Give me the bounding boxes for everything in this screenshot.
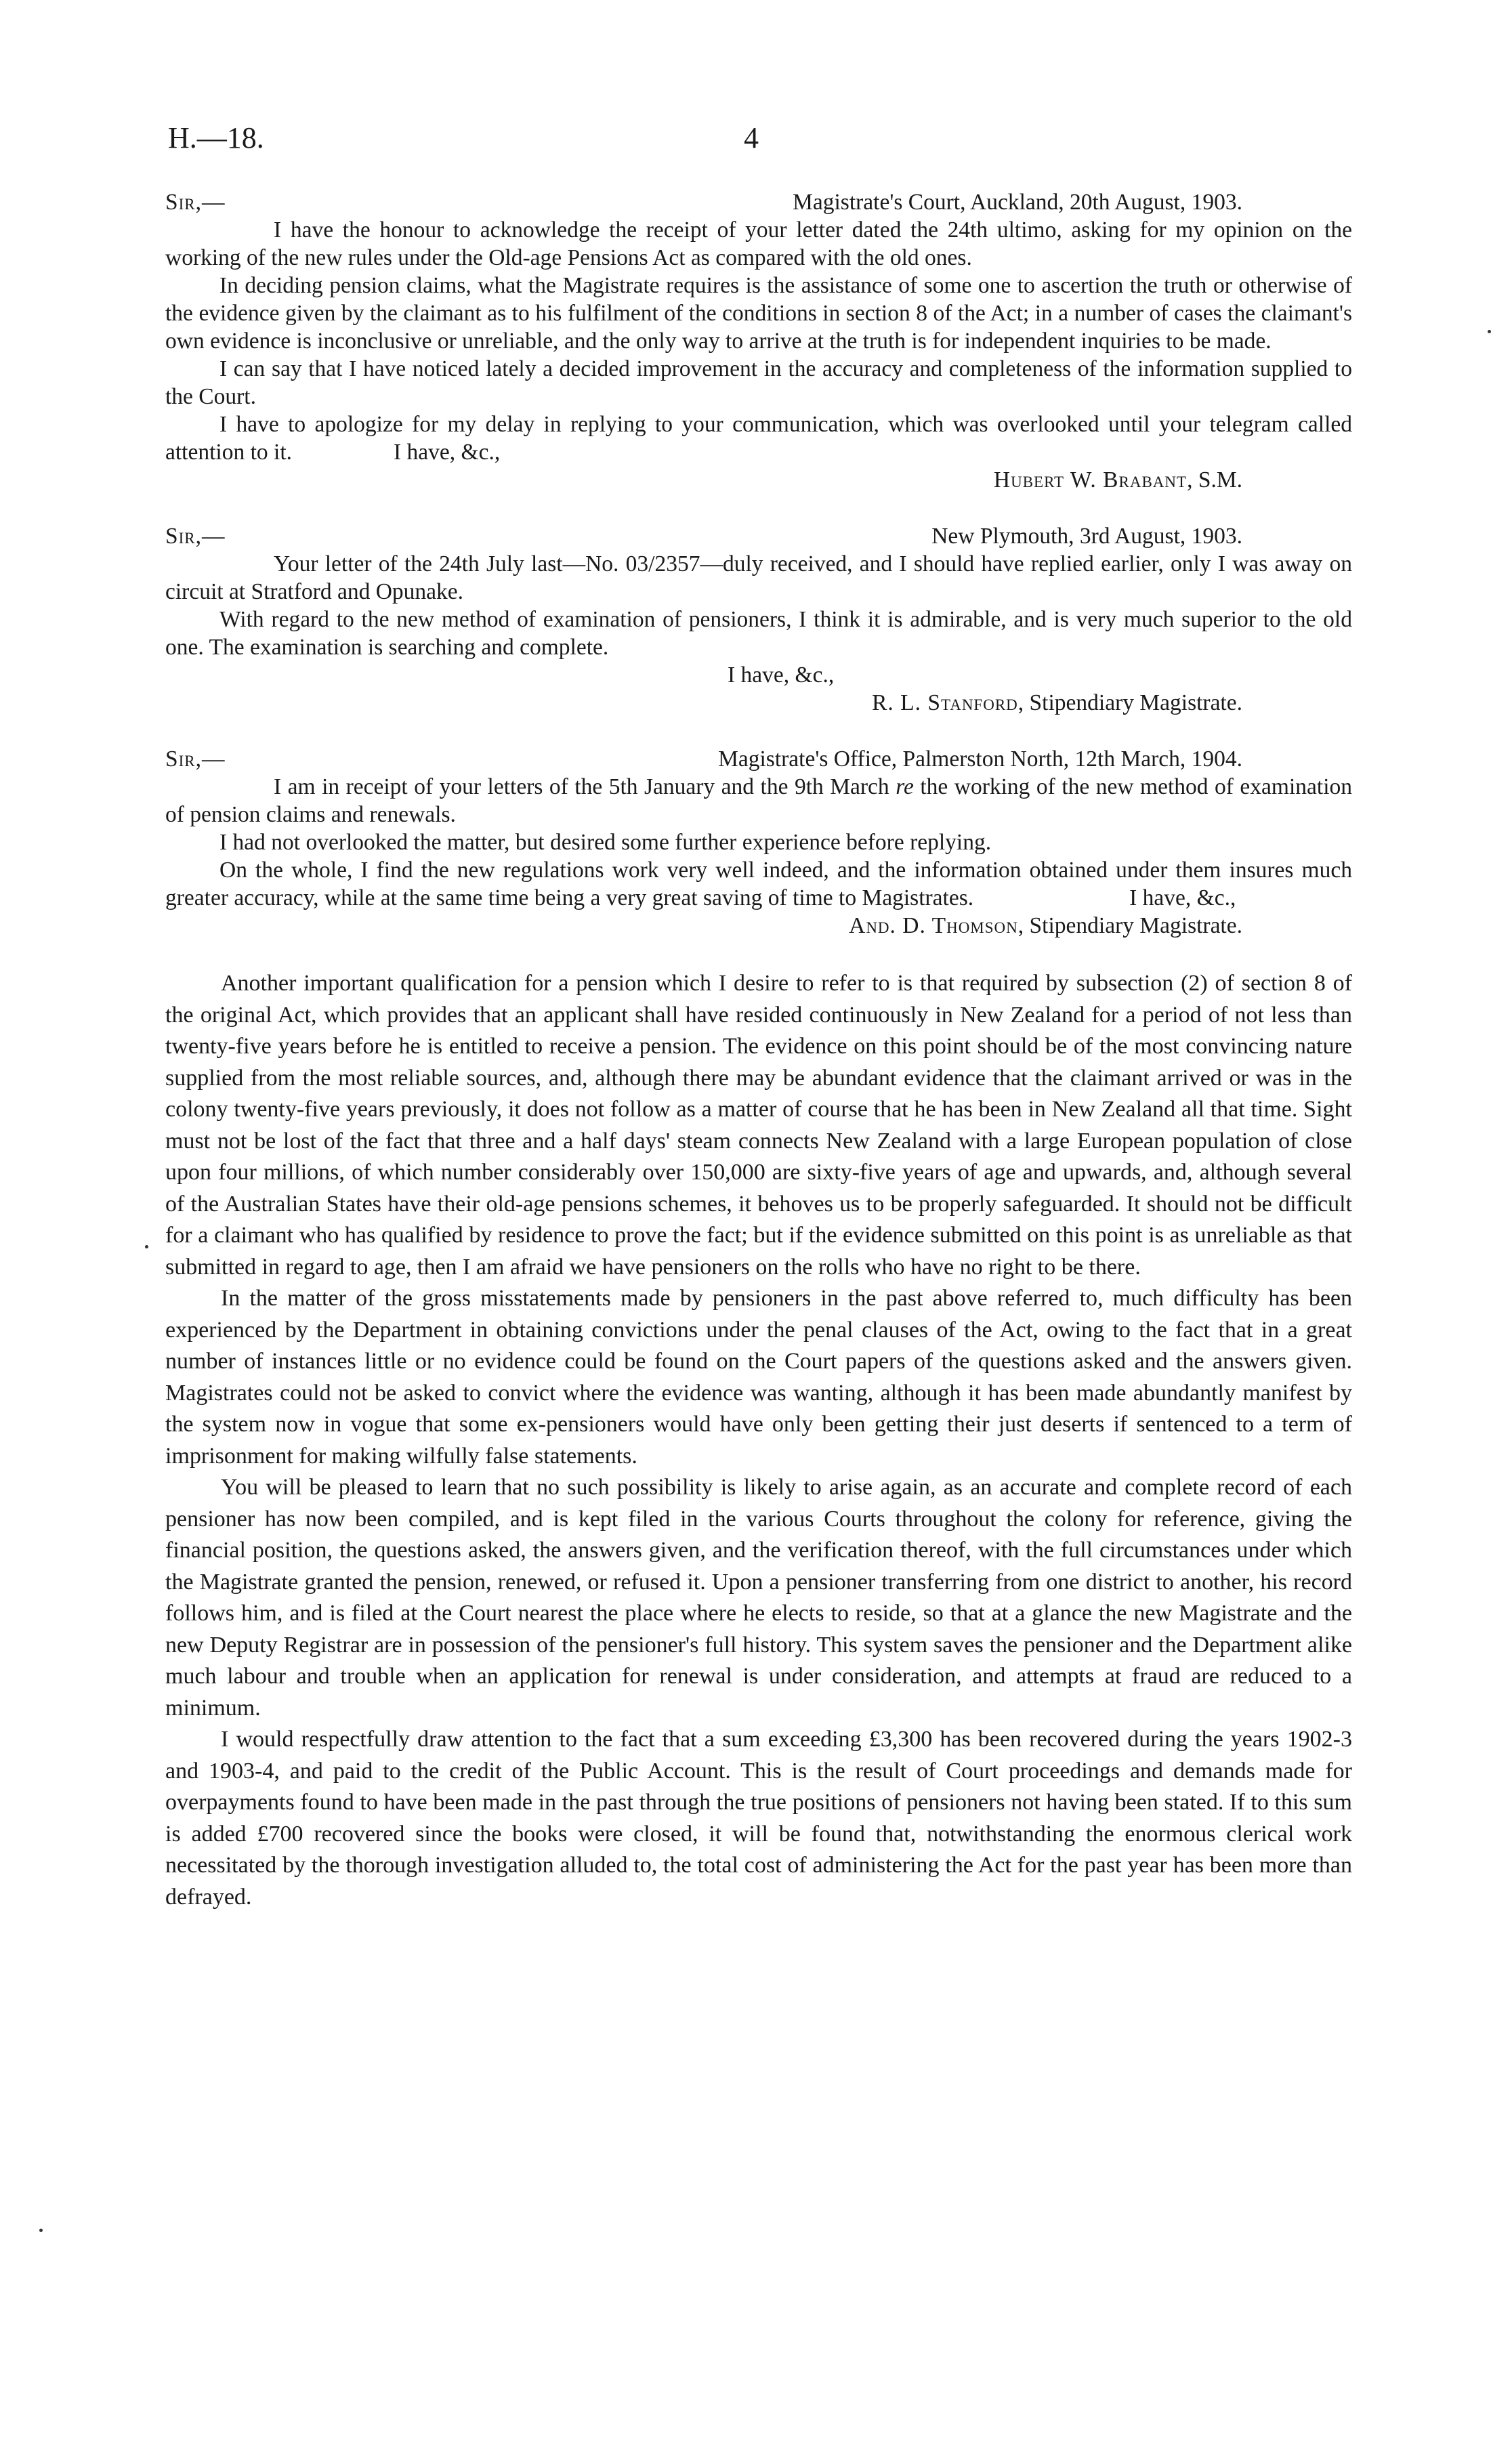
letter-paragraph: Your letter of the 24th July last—No. 03/2357—duly received, and I should have replied earlier, only I was away on circuit at Stratford and Opunake. xyxy=(165,551,1352,604)
letter-heading xyxy=(165,188,1352,216)
letter-heading xyxy=(165,522,1352,550)
letter-new-plymouth xyxy=(165,522,1352,717)
body-paragraph: You will be pleased to learn that no such possibility is likely to arise again, as an accurate and complete record of each pensioner has now been compiled, and is kept filed in the various Courts throughout the colony for reference, giving the financial position, the questions asked, the answers given, and the verification thereof, with the full circumstances under which the Magistrate granted the pension, renewed, or refused it. Upon a pensioner transferring from one district to another, his record follows him, and is filed at the Court nearest the place where he elects to reside, so that at a glance the new Magistrate and the new Deputy Registrar are in possession of the pensioner's full history. This system saves the pensioner and the Department alike much labour and trouble when an application for renewal is under consideration, and attempts at fraud are reduced to a minimum. xyxy=(165,1475,1352,1721)
body-paragraph: I would respectfully draw attention to the fact that a sum exceeding £3,300 has been recovered during the years 1902-3 and 1903-4, and paid to the credit of the Public Account. This is the result of Court proceedings and demands made for overpayments found to have been made in the past through the true positions of pensioners not having been stated. If to this sum is added £700 recovered since the books were closed, it will be found that, notwithstanding the enormous clerical work necessitated by the thorough investigation alluded to, the total cost of administering the Act for the past year has been more than defrayed. xyxy=(165,1727,1352,1910)
salutation: Sir,— xyxy=(165,524,226,549)
letter-paragraph: I have the honour to acknowledge the receipt of your letter dated the 24th ultimo, asking for my opinion on the working of the new rules under the Old-age Pensions Act as compared with the old ones. xyxy=(165,217,1352,270)
letter-paragraph: I can say that I have noticed lately a decided improvement in the accuracy and completeness of the information supplied to the Court. xyxy=(165,356,1352,409)
page-header xyxy=(168,121,1353,161)
signature-name: And. D. Thomson xyxy=(849,913,1018,938)
letter-place-date: New Plymouth, 3rd August, 1903. xyxy=(931,524,1242,549)
signature-title: , S.M. xyxy=(1187,467,1242,492)
signature-name: R. L. Stanford xyxy=(872,690,1018,715)
signature-name: Hubert W. Brabant xyxy=(993,467,1188,492)
letter-heading xyxy=(165,745,1352,773)
signature-title: , Stipendiary Magistrate. xyxy=(1017,913,1242,938)
letter-paragraph-text: On the whole, I find the new regulations work very well indeed, and the information obtained under them insures much greater accuracy, while at the same time being a very great saving of time to Magistrates. xyxy=(165,858,1352,910)
letter-paragraph-text: I am in receipt of your letters of the 5th January and the 9th March xyxy=(274,774,889,799)
signature-title: , Stipendiary Magistrate. xyxy=(1017,690,1242,715)
letter-signature xyxy=(165,466,1352,494)
letter-closing-row xyxy=(165,661,1352,689)
scan-speck xyxy=(39,2229,43,2232)
letter-paragraph xyxy=(165,856,1352,912)
page-number: 4 xyxy=(744,121,759,154)
scan-speck xyxy=(1488,330,1491,333)
letter-place-date: Magistrate's Court, Auckland, 20th August, 1903. xyxy=(793,190,1242,215)
letter-closing: I have, &c., xyxy=(1129,885,1236,910)
letter-closing: I have, &c., xyxy=(394,440,501,465)
letter-auckland xyxy=(165,188,1352,494)
letter-closing: I have, &c., xyxy=(728,662,835,688)
re-word: re xyxy=(896,774,914,799)
letter-paragraph-text: the working of the new method of examination of pension claims and renewals. xyxy=(165,774,1353,827)
scan-speck xyxy=(145,1245,148,1248)
document-reference: H.—18. xyxy=(168,121,264,154)
salutation: Sir,— xyxy=(165,190,226,215)
body-paragraph: Another important qualification for a pension which I desire to refer to is that required by subsection (2) of section 8 of the original Act, which provides that an applicant shall have resided continuously in New Zealand for a period of not less than twenty-five years before he is entitled to receive a pension. The evidence on this point should be of the most convincing nature supplied from the most reliable sources, and, although there may be abundant evidence that the claimant arrived or was in the colony twenty-five years previously, it does not follow as a matter of course that he has been in New Zealand all that time. Sight must not be lost of the fact that three and a half days' steam connects New Zealand with a large European population of close upon four millions, of which number considerably over 150,000 are sixty-five years of age and upwards, and, although several of the Australian States have their old-age pensions schemes, it behoves us to be properly safeguarded. It should not be difficult for a claimant who has qualified by residence to prove the fact; but if the evidence submitted on this point is as unreliable as that submitted in regard to age, then I am afraid we have pensioners on the rolls who have no right to be there. xyxy=(165,971,1352,1280)
body-paragraph: In the matter of the gross misstatements made by pensioners in the past above referred to, much difficulty has been experienced by the Department in obtaining convictions under the penal clauses of the Act, owing to the fact that in a great number of instances little or no evidence could be found on the Court papers of the questions asked and the answers given. Magistrates could not be asked to convict where the evidence was wanting, although it has been made abundantly manifest by the system now in vogue that some ex-pensioners would have only been getting their just deserts if sentenced to a term of imprisonment for making wilfully false statements. xyxy=(165,1286,1352,1469)
letter-paragraph xyxy=(165,411,1352,466)
letter-paragraph xyxy=(165,773,1352,828)
letter-palmerston-north xyxy=(165,745,1352,940)
page-content xyxy=(165,188,1352,1913)
letter-paragraph: With regard to the new method of examination of pensioners, I think it is admirable, and is very much superior to the old one. The examination is searching and complete. xyxy=(165,607,1352,660)
letter-paragraph-text: I have to apologize for my delay in replying to your communication, which was overlooked until your telegram called attention to it. xyxy=(165,412,1352,465)
letter-signature xyxy=(165,689,1352,717)
letter-paragraph: I had not overlooked the matter, but desired some further experience before replying. xyxy=(219,830,992,855)
salutation: Sir,— xyxy=(165,746,226,772)
letter-place-date: Magistrate's Office, Palmerston North, 12th March, 1904. xyxy=(718,746,1242,772)
report-body xyxy=(165,968,1352,1913)
letter-signature xyxy=(165,912,1352,940)
letter-paragraph: In deciding pension claims, what the Magistrate requires is the assistance of some one to ascertion the truth or otherwise of the evidence given by the claimant as to his fulfilment of the conditions in section 8 of the Act; in a number of cases the claimant's own evidence is inconclusive or unreliable, and the only way to arrive at the truth is for independent inquiries to be made. xyxy=(165,273,1352,354)
